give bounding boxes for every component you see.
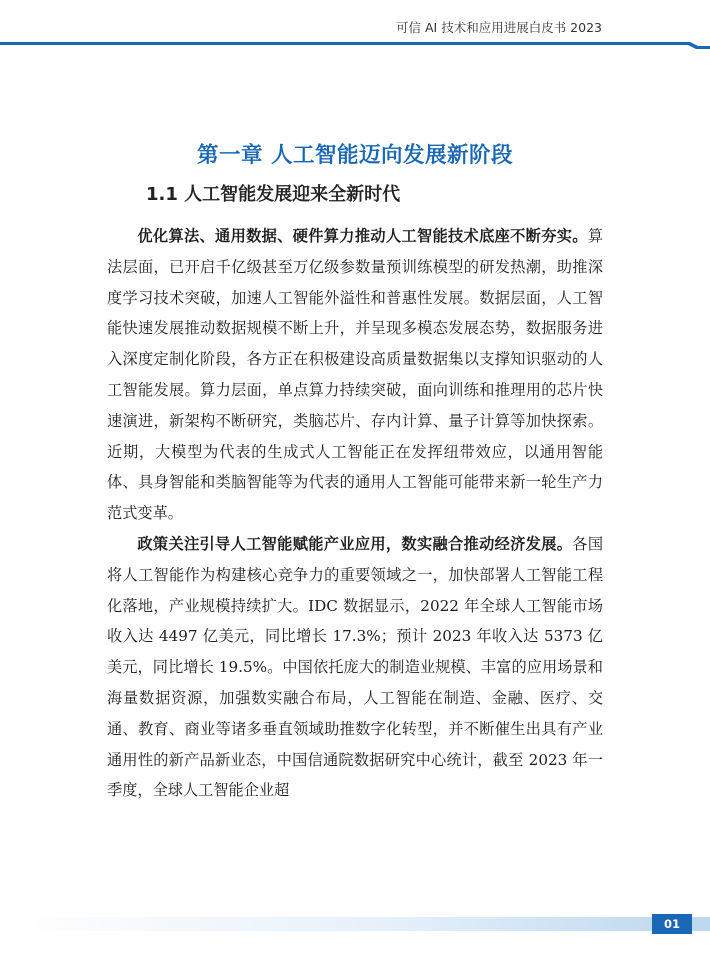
header-rule xyxy=(0,42,710,52)
body-text xyxy=(107,221,603,806)
running-header: 可信 AI 技术和应用进展白皮书 2023 xyxy=(396,20,602,35)
section-title: 1.1 人工智能发展迎来全新时代 xyxy=(146,184,401,205)
chapter-title: 第一章 人工智能迈向发展新阶段 xyxy=(197,143,513,168)
paragraph-1-body: 算法层面，已开启千亿级甚至万亿级参数量预训练模型的研发热潮，助推深度学习技术突破，加速人工智能外溢性和普惠性发展。数据层面，人工智能快速发展推动数据规模不断上升，并呈现多模态发展态势，数据服务进入深度定制化阶段，各方正在积极建设高质量数据集以支撑知识驱动的人工智能发展。算力层面，单点算力持续突破，面向训练和推理用的芯片快速演进，新架构不断研究，类脑芯片、存内计算、量子计算等加快探索。近期，大模型为代表的生成式人工智能正在发挥纽带效应，以通用智能体、具身智能和类脑智能等为代表的通用人工智能可能带来新一轮生产力范式变革。 xyxy=(107,227,603,523)
paragraph-2-body: 各国将人工智能作为构建核心竞争力的重要领域之一，加快部署人工智能工程化落地，产业规模持续扩大。IDC 数据显示，2022 年全球人工智能市场收入达 4497 亿美元，同比增长 17.3%；预计 2023 年收入达 5373 亿美元，同比增长 19.5%。中国依托庞大的制造业规模、丰富的应用场景和海量数据资源，加强数实融合布局，人工智能在制造、金融、医疗、交通、教育、商业等诸多垂直领域助推数字化转型，并不断催生出具有产业通用性的新产品新业态，中国信通院数据研究中心统计，截至 2023 年一季度，全球人工智能企业超 xyxy=(107,534,604,800)
paragraph-2-lead: 政策关注引导人工智能赋能产业应用，数实融合推动经济发展。 xyxy=(137,534,573,553)
paragraph-1-lead: 优化算法、通用数据、硬件算力推动人工智能技术底座不断夯实。 xyxy=(137,227,588,245)
footer-band xyxy=(0,915,710,933)
page-number: 01 xyxy=(652,914,692,934)
paragraph-1 xyxy=(107,221,603,529)
paragraph-2 xyxy=(107,529,603,806)
